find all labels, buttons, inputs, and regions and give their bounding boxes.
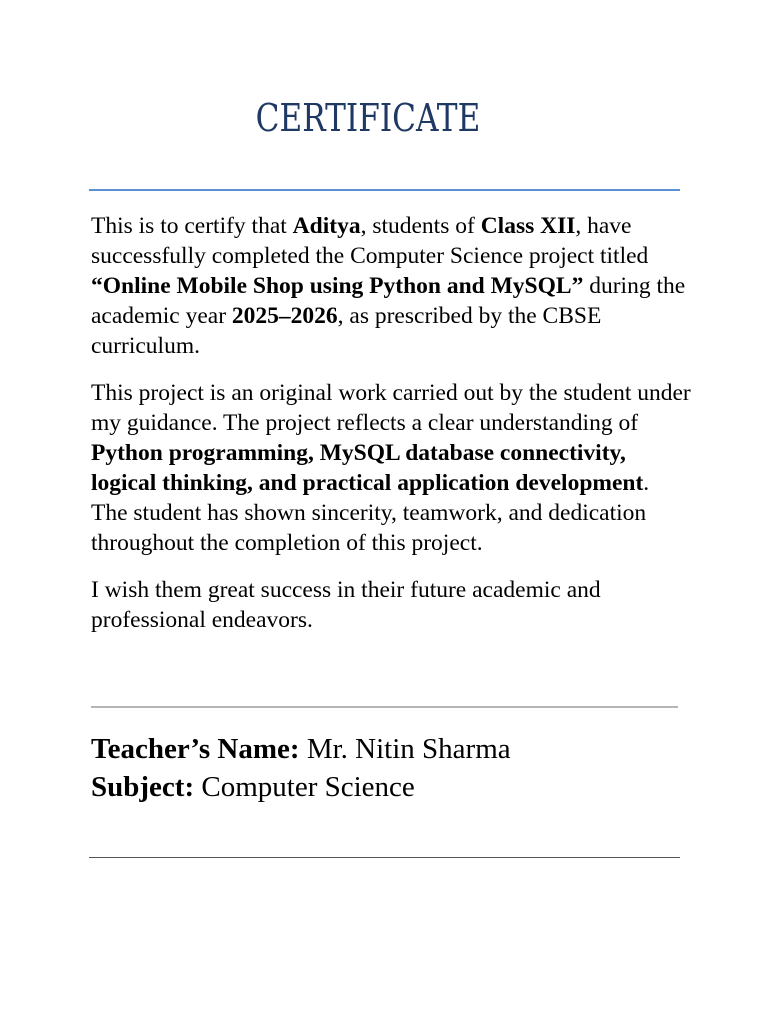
- title-divider: [89, 189, 680, 191]
- certificate-body: [91, 211, 691, 652]
- text-segment: , as prescribed by the CBSE curriculum.: [91, 303, 602, 359]
- class-name: Class XII: [480, 213, 576, 239]
- text-segment: , have successfully completed the Computer Science project titled: [91, 213, 649, 269]
- teacher-name-label: Teacher’s Name:: [91, 733, 300, 765]
- subject-label: Subject:: [91, 771, 195, 803]
- subject-line: [91, 768, 691, 806]
- certification-paragraph: [91, 211, 691, 361]
- teacher-name-line: [91, 730, 691, 768]
- wishes-paragraph: I wish them great success in their future academic and professional endeavors.: [91, 577, 601, 633]
- text-segment: This project is an original work carried out by the student under my guidance. The project reflects a clear understanding of: [91, 380, 691, 436]
- guidance-paragraph: [91, 378, 691, 558]
- text-segment: during the academic year: [91, 273, 686, 329]
- signature-rule: [89, 857, 680, 858]
- teacher-name-value: Mr. Nitin Sharma: [299, 733, 511, 765]
- academic-year: 2025–2026: [231, 303, 338, 329]
- certificate-title: CERTIFICATE: [255, 96, 481, 140]
- text-segment: , students of: [360, 213, 481, 239]
- text-segment: . The student has shown sincerity, teamwork, and dedication throughout the completion of this project.: [91, 470, 650, 556]
- subject-value: Computer Science: [194, 771, 415, 803]
- section-divider: [91, 706, 678, 708]
- signature-block: [91, 730, 691, 806]
- student-name: Aditya: [292, 213, 361, 239]
- skills-list: Python programming, MySQL database connectivity, logical thinking, and practical application development: [91, 440, 644, 496]
- project-title: “Online Mobile Shop using Python and MySQL”: [91, 273, 584, 299]
- text-segment: This is to certify that: [91, 213, 293, 239]
